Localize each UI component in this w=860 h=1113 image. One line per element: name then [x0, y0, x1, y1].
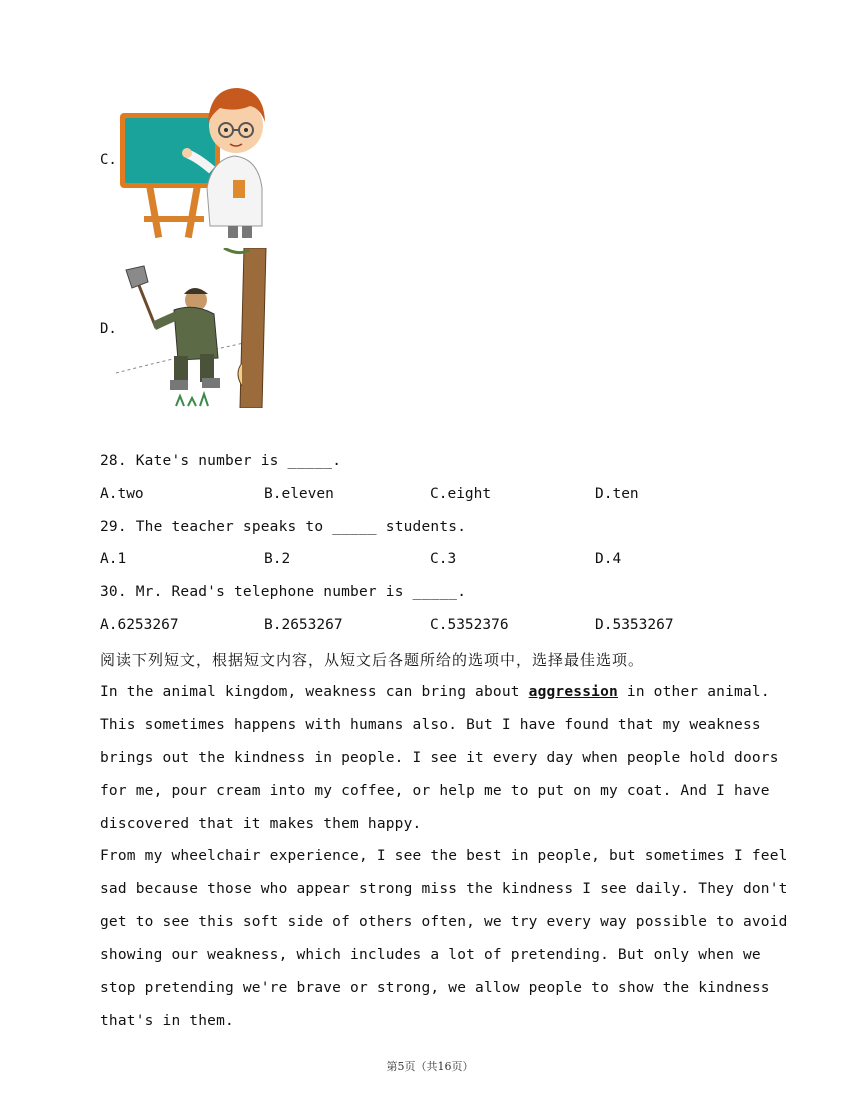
- question-30: [100, 584, 466, 600]
- reading-paragraph-1-line-3: brings out the kindness in people. I see it every day when people hold doors: [100, 750, 779, 766]
- question-28: [100, 453, 341, 469]
- man-chopping-tree-illustration: [114, 248, 276, 408]
- keyword-aggression: aggression: [528, 684, 618, 700]
- question-number: 28.: [100, 453, 127, 469]
- option-29-d[interactable]: D.4: [595, 551, 622, 567]
- question-text: Kate's number is _____.: [135, 453, 342, 469]
- reading-paragraph-1-line-2: This sometimes happens with humans also. But I have found that my weakness: [100, 717, 761, 733]
- option-30-b[interactable]: B.2653267: [264, 617, 343, 633]
- reading-paragraph-1-line-4: for me, pour cream into my coffee, or help me to put on my coat. And I have: [100, 783, 770, 799]
- question-number: 29.: [100, 519, 127, 535]
- option-28-d[interactable]: D.ten: [595, 486, 639, 502]
- picture-option-label-d: D.: [100, 321, 117, 337]
- option-30-a[interactable]: A.6253267: [100, 617, 179, 633]
- option-29-c[interactable]: C.3: [430, 551, 457, 567]
- text-span: in other animal.: [617, 684, 770, 700]
- picture-option-label-c: C.: [100, 152, 117, 168]
- option-28-c[interactable]: C.eight: [430, 486, 492, 502]
- question-text: The teacher speaks to _____ students.: [135, 519, 467, 535]
- option-30-c[interactable]: C.5352376: [430, 617, 509, 633]
- page-footer: 第5页（共16页）: [386, 1060, 474, 1073]
- text-span: In the animal kingdom, weakness can bring about: [100, 684, 529, 700]
- option-29-a[interactable]: A.1: [100, 551, 127, 567]
- question-text: Mr. Read's telephone number is _____.: [135, 584, 467, 600]
- teacher-blackboard-illustration: [112, 78, 277, 240]
- reading-paragraph-2-line-6: that's in them.: [100, 1013, 234, 1029]
- question-number: 30.: [100, 584, 127, 600]
- reading-paragraph-2-line-4: showing our weakness, which includes a lot of pretending. But only when we: [100, 947, 761, 963]
- reading-paragraph-1-line-1: [100, 684, 770, 700]
- option-29-b[interactable]: B.2: [264, 551, 291, 567]
- reading-paragraph-2-line-1: From my wheelchair experience, I see the best in people, but sometimes I feel: [100, 848, 788, 864]
- reading-instruction: 阅读下列短文，根据短文内容，从短文后各题所给的选项中，选择最佳选项。: [100, 651, 645, 669]
- reading-paragraph-2-line-5: stop pretending we're brave or strong, we allow people to show the kindness: [100, 980, 770, 996]
- option-30-d[interactable]: D.5353267: [595, 617, 674, 633]
- question-29: [100, 519, 466, 535]
- reading-paragraph-1-line-5: discovered that it makes them happy.: [100, 816, 422, 832]
- option-28-a[interactable]: A.two: [100, 486, 144, 502]
- reading-paragraph-2-line-3: get to see this soft side of others often, we try every way possible to avoid: [100, 914, 788, 930]
- reading-paragraph-2-line-2: sad because those who appear strong miss the kindness I see daily. They don't: [100, 881, 788, 897]
- option-28-b[interactable]: B.eleven: [264, 486, 334, 502]
